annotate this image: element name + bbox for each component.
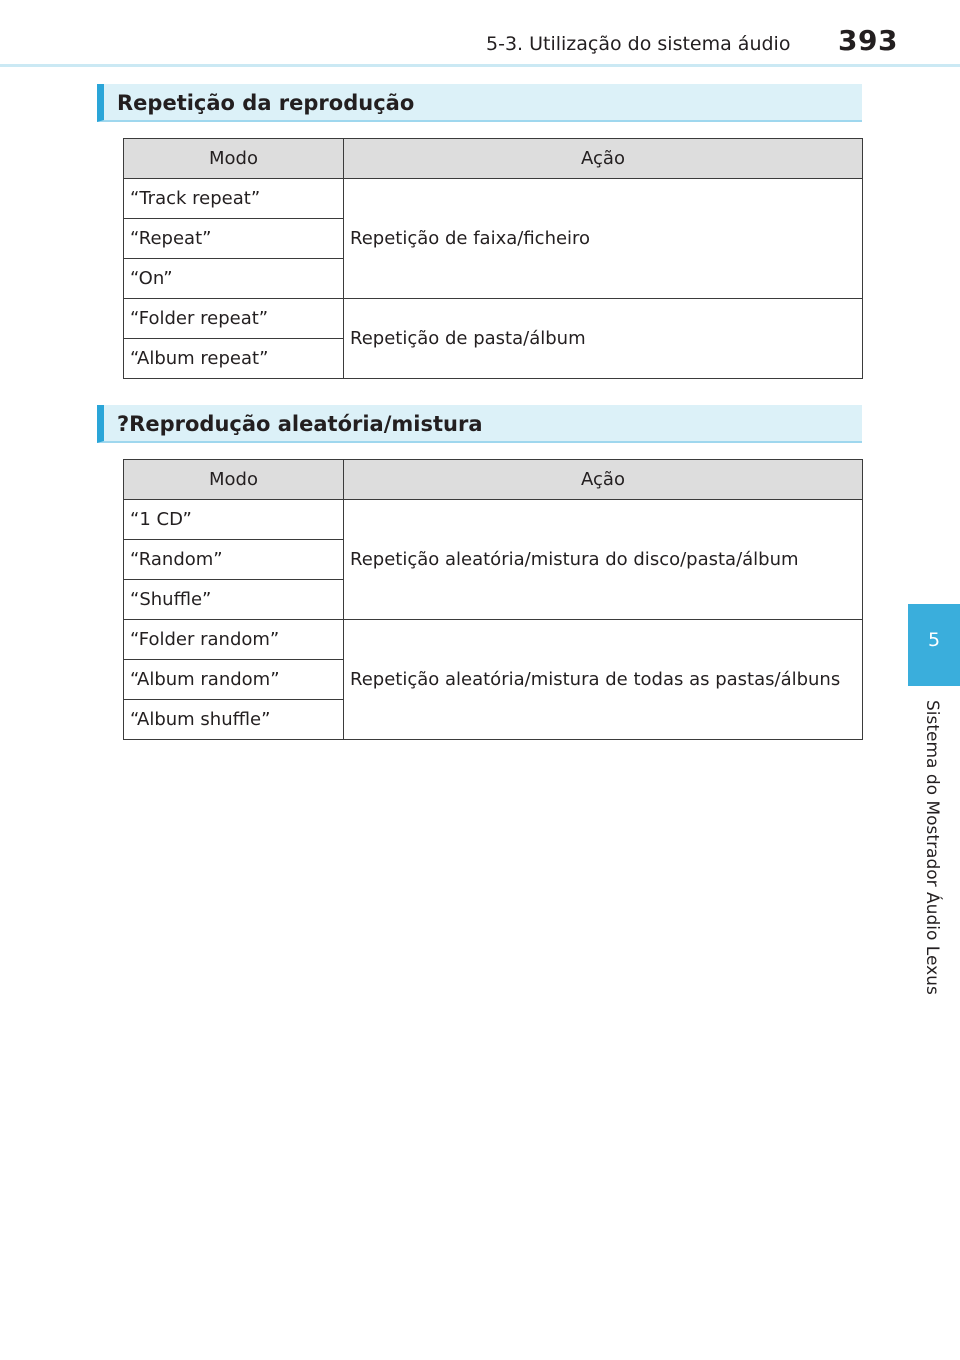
section-heading-repeat: Repetição da reprodução: [97, 84, 862, 122]
table-header-row: [124, 139, 863, 179]
mode-cell: “Album random”: [124, 660, 344, 700]
column-header-mode: Modo: [124, 460, 344, 500]
mode-cell: “Track repeat”: [124, 179, 344, 219]
random-modes-table: [123, 459, 863, 740]
column-header-mode: Modo: [124, 139, 344, 179]
mode-cell: “Album shuffle”: [124, 700, 344, 740]
header-divider: [0, 64, 960, 67]
mode-cell: “Random”: [124, 540, 344, 580]
chapter-tab: [908, 604, 960, 686]
mode-cell: “Repeat”: [124, 219, 344, 259]
mode-cell: “1 CD”: [124, 500, 344, 540]
mode-cell: “On”: [124, 259, 344, 299]
table-row: [124, 179, 863, 219]
column-header-action: Ação: [344, 460, 863, 500]
action-cell: Repetição de faixa/ficheiro: [344, 179, 863, 299]
section-heading-random: ?Reprodução aleatória/mistura: [97, 405, 862, 443]
table-row: [124, 620, 863, 660]
mode-cell: “Album repeat”: [124, 339, 344, 379]
chapter-number: 5: [927, 629, 941, 651]
action-cell: Repetição aleatória/mistura de todas as pastas/álbuns: [344, 620, 863, 740]
page-number: 393: [838, 24, 898, 57]
chapter-title: Sistema do Mostrador Áudio Lexus: [922, 700, 942, 995]
mode-cell: “Folder repeat”: [124, 299, 344, 339]
action-cell: Repetição de pasta/álbum: [344, 299, 863, 379]
table-row: [124, 500, 863, 540]
table-header-row: [124, 460, 863, 500]
mode-cell: “Folder random”: [124, 620, 344, 660]
mode-cell: “Shuffle”: [124, 580, 344, 620]
column-header-action: Ação: [344, 139, 863, 179]
table-row: [124, 299, 863, 339]
repeat-modes-table: [123, 138, 863, 379]
action-cell: Repetição aleatória/mistura do disco/pasta/álbum: [344, 500, 863, 620]
page-header-title: 5-3. Utilização do sistema áudio: [486, 33, 791, 55]
